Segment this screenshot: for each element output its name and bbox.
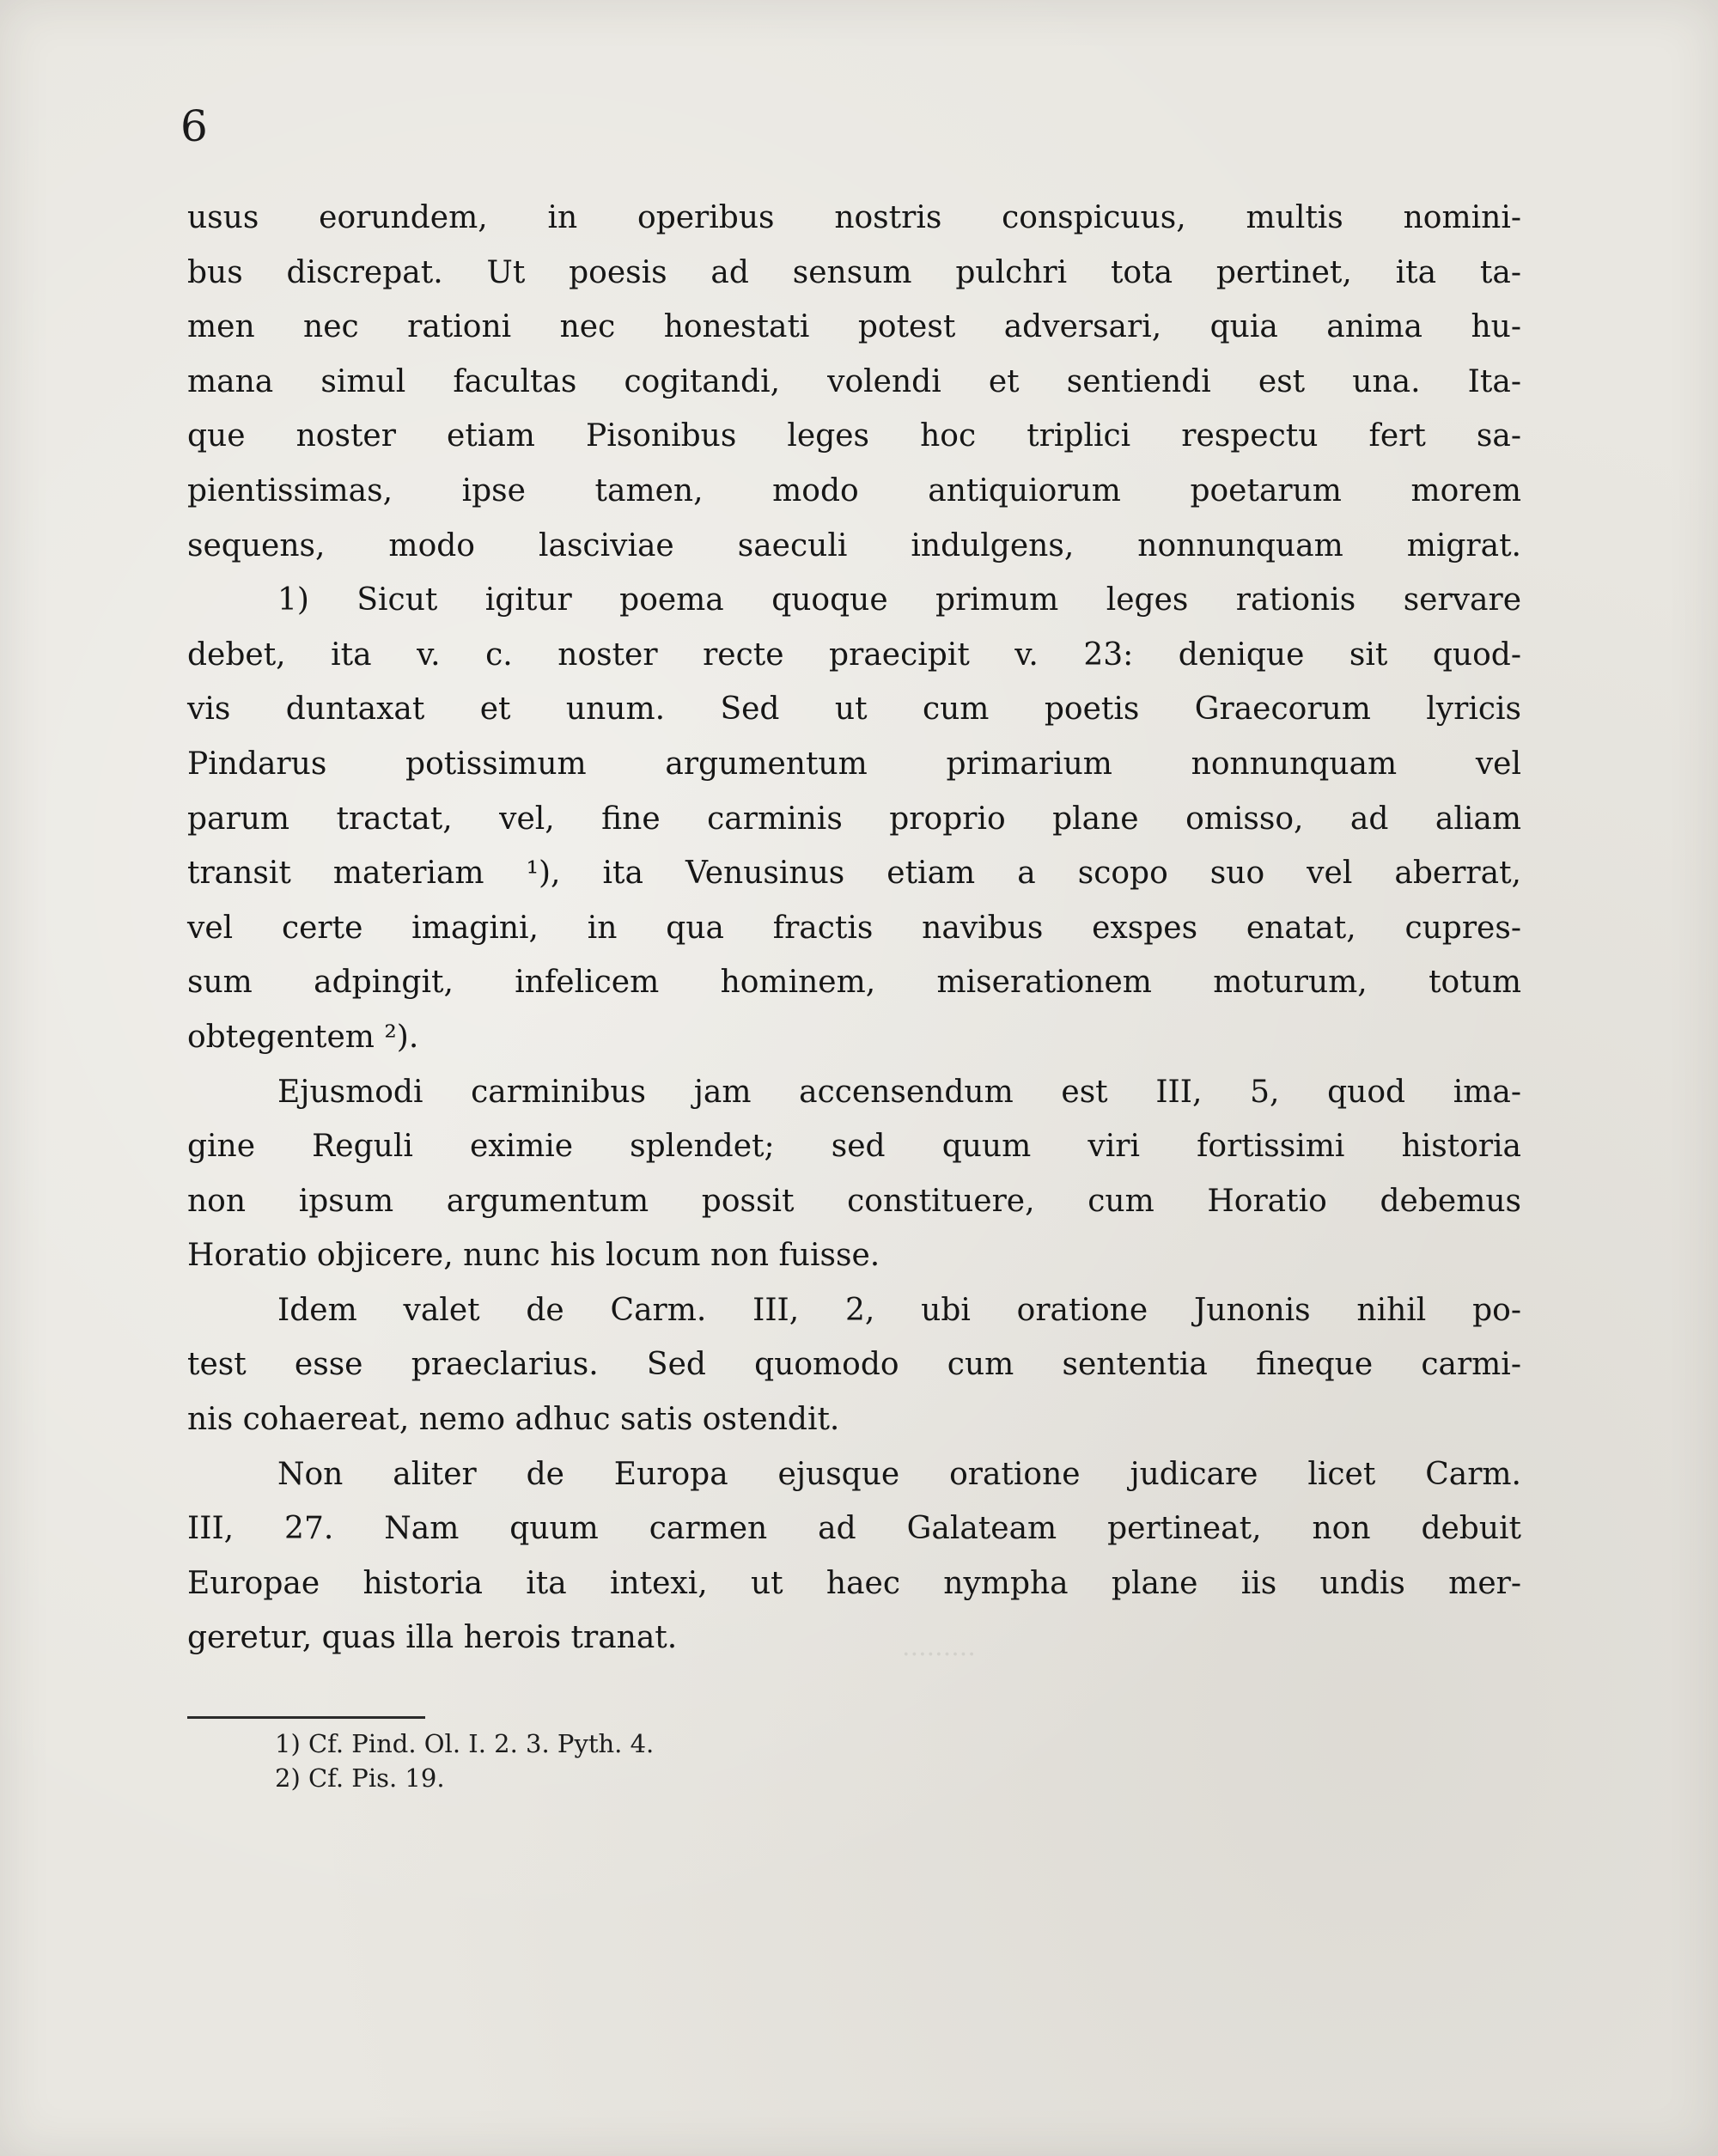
page-number: 6 bbox=[180, 101, 208, 151]
text-line: men nec rationi nec honestati potest adversari, quia anima hu- bbox=[187, 309, 1521, 345]
footnotes bbox=[275, 1727, 654, 1795]
text-line: test esse praeclarius. Sed quomodo cum sententia fineque carmi- bbox=[187, 1347, 1521, 1383]
text-line: Pindarus potissimum argumentum primarium nonnunquam vel bbox=[187, 746, 1521, 782]
text-line: III, 27. Nam quum carmen ad Galateam pertineat, non debuit bbox=[187, 1511, 1521, 1547]
bleed-through-text: ......... bbox=[902, 1632, 976, 1662]
text-line: Europae historia ita intexi, ut haec nympha plane iis undis mer- bbox=[187, 1565, 1521, 1601]
text-line: sum adpingit, infelicem hominem, miserationem moturum, totum bbox=[187, 965, 1521, 1001]
text-line: geretur, quas illa herois tranat. bbox=[187, 1620, 678, 1656]
text-line: Idem valet de Carm. III, 2, ubi oratione Junonis nihil po- bbox=[277, 1292, 1521, 1328]
footnote-divider bbox=[187, 1716, 425, 1719]
text-line: 1) Sicut igitur poema quoque primum leges rationis servare bbox=[277, 582, 1521, 618]
text-line: mana simul facultas cogitandi, volendi et sentiendi est una. Ita- bbox=[187, 363, 1521, 399]
text-line: usus eorundem, in operibus nostris conspicuus, multis nomini- bbox=[187, 200, 1521, 235]
footnote: 2) Cf. Pis. 19. bbox=[275, 1763, 445, 1793]
text-line: non ipsum argumentum possit constituere, cum Horatio debemus bbox=[187, 1183, 1521, 1219]
text-line: Ejusmodi carminibus jam accensendum est III, 5, quod ima- bbox=[277, 1074, 1521, 1110]
text-line: que noster etiam Pisonibus leges hoc triplici respectu fert sa- bbox=[187, 418, 1521, 454]
text-line: sequens, modo lasciviae saeculi indulgens, nonnunquam migrat. bbox=[187, 527, 1521, 563]
text-line: parum tractat, vel, fine carminis proprio plane omisso, ad aliam bbox=[187, 801, 1521, 837]
body-text bbox=[187, 191, 1521, 1666]
text-line: bus discrepat. Ut poesis ad sensum pulchri tota pertinet, ita ta- bbox=[187, 254, 1521, 290]
text-line: vel certe imagini, in qua fractis navibus exspes enatat, cupres- bbox=[187, 910, 1521, 946]
text-line: debet, ita v. c. noster recte praecipit v. 23: denique sit quod- bbox=[187, 636, 1521, 673]
text-line: Non aliter de Europa ejusque oratione judicare licet Carm. bbox=[277, 1456, 1521, 1492]
text-line: gine Reguli eximie splendet; sed quum viri fortissimi historia bbox=[187, 1129, 1521, 1165]
text-line: nis cohaereat, nemo adhuc satis ostendit. bbox=[187, 1402, 840, 1438]
text-line: obtegentem ²). bbox=[187, 1019, 419, 1055]
text-line: Horatio objicere, nunc his locum non fuisse. bbox=[187, 1238, 880, 1274]
text-line: pientissimas, ipse tamen, modo antiquiorum poetarum morem bbox=[187, 472, 1521, 509]
text-line: vis duntaxat et unum. Sed ut cum poetis Graecorum lyricis bbox=[187, 691, 1521, 728]
text-line: transit materiam ¹), ita Venusinus etiam a scopo suo vel aberrat, bbox=[187, 856, 1521, 892]
footnote: 1) Cf. Pind. Ol. I. 2. 3. Pyth. 4. bbox=[275, 1729, 655, 1758]
